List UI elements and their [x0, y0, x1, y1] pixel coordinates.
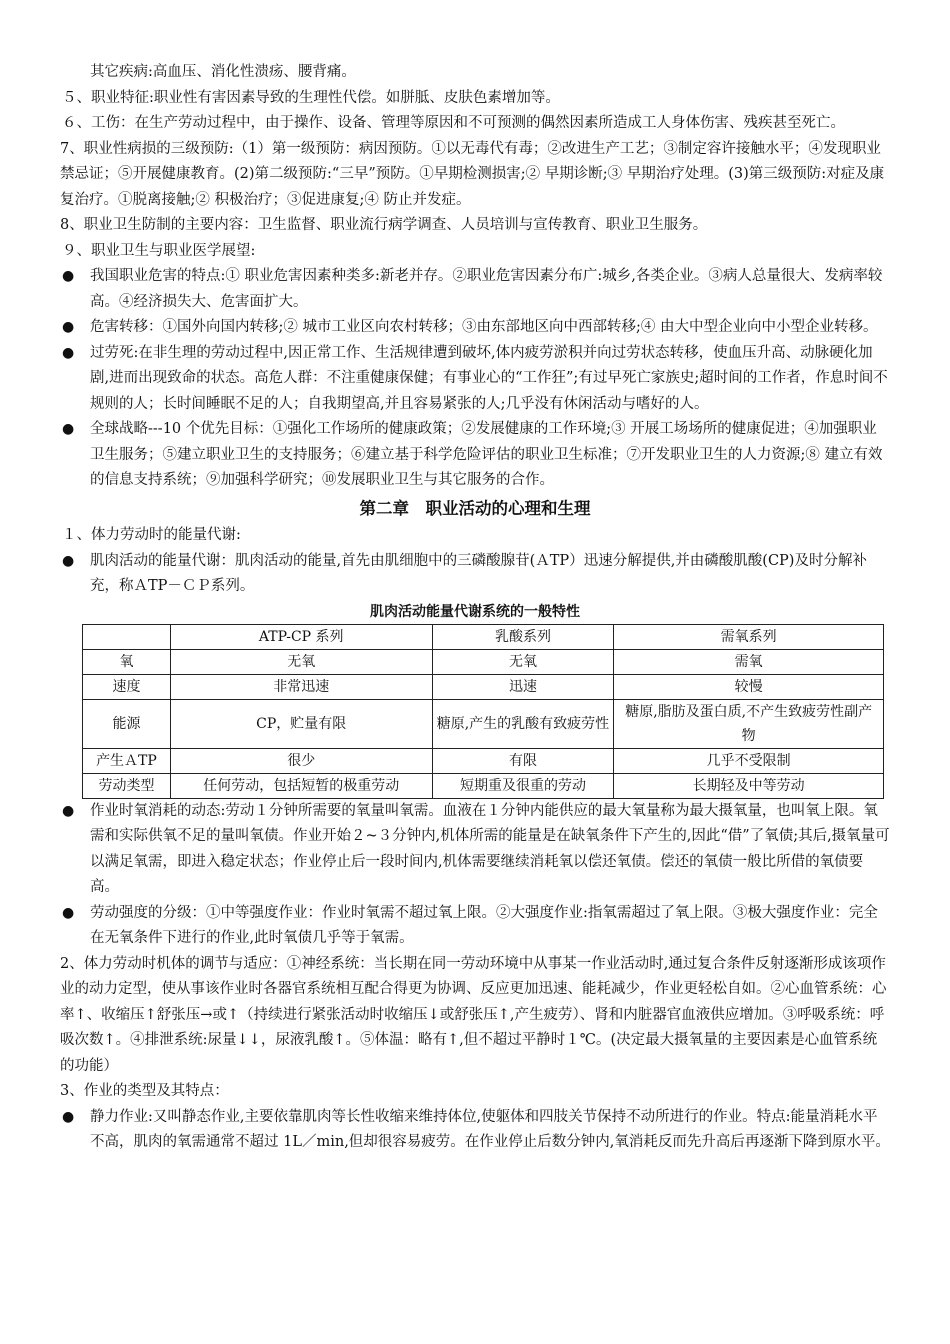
paragraph-outlook-heading: ９、职业卫生与职业医学展望:: [62, 242, 256, 259]
table-cell: 长期轻及中等劳动: [614, 773, 884, 798]
bullet-karoshi: [60, 341, 890, 418]
table-cell: 迅速: [432, 674, 614, 699]
bullet-dot-icon: ●: [62, 421, 75, 437]
bullet-global-strategy: [60, 417, 890, 494]
table-cell: CP，贮量有限: [170, 699, 432, 748]
paragraph-main-contents: 8、职业卫生防制的主要内容：卫生监督、职业流行病学调查、人员培训与宣传教育、职业卫生服务。: [60, 217, 708, 233]
chapter-title: 第二章 职业活动的心理和生理: [359, 498, 591, 518]
table-cell: 劳动类型: [83, 773, 171, 798]
table-caption: 肌肉活动能量代谢系统的一般特性: [370, 603, 580, 620]
table-cell: 较慢: [614, 674, 884, 699]
table-header-row: [83, 624, 884, 649]
bullet-muscle-energy: [60, 549, 890, 600]
table-header-cell: ATP-CP 系列: [170, 624, 432, 649]
bullet-dot-icon: ●: [62, 344, 75, 361]
table-header-cell: [83, 624, 171, 649]
table-cell: 无氧: [432, 649, 614, 674]
table-row: [83, 699, 884, 748]
table-cell: 产生ＡTP: [83, 748, 171, 773]
bullet-static-work: [60, 1105, 890, 1156]
table-row: [83, 674, 884, 699]
bullet-dot-icon: ●: [62, 552, 75, 569]
table-header-cell: 需氧系列: [614, 624, 884, 649]
table-cell: 糖原,产生的乳酸有致疲劳性: [432, 699, 614, 748]
bullet-dot-icon: ●: [62, 319, 75, 335]
table-cell: 能源: [83, 699, 171, 748]
table-cell: 很少: [170, 748, 432, 773]
table-cell: 几乎不受限制: [614, 748, 884, 773]
table-row: [83, 649, 884, 674]
paragraph-work-injury: ６、工伤：在生产劳动过程中，由于操作、设备、管理等原因和不可预测的偶然因素所造成工人身体伤害、残疾甚至死亡。: [62, 115, 845, 131]
bullet-dot-icon: ●: [62, 802, 75, 819]
table-cell: 糖原,脂肪及蛋白质,不产生致疲劳性副产物: [614, 699, 884, 748]
table-cell: 有限: [432, 748, 614, 773]
bullet-oxygen-dynamics: [60, 799, 890, 901]
table-cell: 需氧: [614, 649, 884, 674]
energy-system-table: [82, 624, 884, 799]
bullet-text: 静力作业:又叫静态作业,主要依靠肌肉等长性收缩来维持体位,使躯体和四肢关节保持不动所进行的作业。特点:能量消耗水平不高，肌肉的氧需通常不超过 1L／min,但却很容易疲劳。在作业停止后数分钟内,氧消耗反而先升高后再逐渐下降到原水平。: [90, 1108, 890, 1150]
table-cell: 氧: [83, 649, 171, 674]
paragraph-other-diseases: 其它疾病:高血压、消化性溃疡、腰背痛。: [90, 64, 356, 80]
bullet-text: 我国职业危害的特点:① 职业危害因素种类多:新老并存。②职业危害因素分布广:城乡,各类企业。③病人总量很大、发病率较高。④经济损失大、危害面扩大。: [90, 268, 883, 310]
bullet-text: 过劳死:在非生理的劳动过程中,因正常工作、生活规律遭到破坏,体内疲劳淤积并向过劳状态转移，使血压升高、动脉硬化加剧,进而出现致命的状态。高危人群：不注重健康保健；有事业心的“工作狂”;有过早死亡家族史;超时间的工作者，作息时间不规则的人；长时间睡眠不足的人；自我期望高,并且容易紧张的人;几乎没有休闲活动与嗜好的人。: [90, 344, 888, 412]
bullet-text: 危害转移：①国外向国内转移;② 城市工业区向农村转移；③由东部地区向中西部转移;④ 由大中型企业向中小型企业转移。: [90, 319, 878, 335]
table-cell: 非常迅速: [170, 674, 432, 699]
table-cell: 短期重及很重的劳动: [432, 773, 614, 798]
bullet-intensity-grading: [60, 901, 890, 952]
bullet-dot-icon: ●: [62, 1108, 75, 1125]
bullet-text: 劳动强度的分级：①中等强度作业：作业时氧需不超过氧上限。②大强度作业:指氧需超过了氧上限。③极大强度作业：完全在无氧条件下进行的作业,此时氧债几乎等于氧需。: [90, 904, 878, 946]
bullet-text: 作业时氧消耗的动态:劳动１分钟所需要的氧量叫氧需。血液在１分钟内能供应的最大氧量称为最大摄氧量，也叫氧上限。氧需和实际供氧不足的量叫氧债。作业开始２~３分钟内,机体所需的能量是在缺氧条件下产生的,因此“借”了氧债;其后,摄氧量可以满足氧需，即进入稳定状态；作业停止后一段时间内,机体需要继续消耗氧以偿还氧债。偿还的氧债一般比所借的氧债要高。: [90, 802, 890, 895]
paragraph-occupational-feature: ５、职业特征:职业性有害因素导致的生理性代偿。如胼胝、皮肤色素增加等。: [62, 89, 560, 106]
table-cell: 速度: [83, 674, 171, 699]
table-cell: 无氧: [170, 649, 432, 674]
paragraph-three-level-prevention: 7、职业性病损的三级预防:（1）第一级预防：病因预防。①以无毒代有毒；②改进生产工艺；③制定容许接触水平；④发现职业禁忌证；⑤开展健康教育。(2)第二级预防:“三早”预防。①早期检测损害;② 早期诊断;③ 早期治疗处理。(3)第三级预防:对症及康复治疗。①脱离接触;② 积极治疗；③促进康复;④ 防止并发症。: [60, 140, 885, 208]
table-header-cell: 乳酸系列: [432, 624, 614, 649]
bullet-hazard-features: [60, 264, 890, 315]
table-row: [83, 748, 884, 773]
paragraph-energy-metabolism-heading: １、体力劳动时的能量代谢:: [62, 527, 241, 543]
bullet-text: 肌肉活动的能量代谢：肌肉活动的能量,首先由肌细胞中的三磷酸腺苷(ＡTP）迅速分解提供,并由磷酸肌酸(CP)及时分解补充，称ＡTP－ＣＰ系列。: [90, 552, 867, 594]
table-cell: 任何劳动，包括短暂的极重劳动: [170, 773, 432, 798]
bullet-dot-icon: ●: [62, 904, 75, 921]
bullet-dot-icon: ●: [62, 268, 75, 284]
document-page: [60, 60, 890, 1156]
paragraph-regulation-adaptation: 2、体力劳动时机体的调节与适应：①神经系统：当长期在同一劳动环境中从事某一作业活动时,通过复合条件反射逐渐形成该项作业的动力定型，使从事该作业时各器官系统相互配合得更为协调、反应更加迅速、能耗减少，作业更轻松自如。②心血管系统：心率↑、收缩压↑舒张压→或↑（持续进行紧张活动时收缩压↓或舒张压↑,产生疲劳）、肾和内脏器官血液供应增加。③呼吸系统：呼吸次数↑。④排泄系统:尿量↓↓，尿液乳酸↑。⑤体温：略有↑,但不超过平静时１℃。(决定最大摄氧量的主要因素是心血管系统的功能）: [60, 955, 887, 1074]
table-row: [83, 773, 884, 798]
paragraph-work-types-heading: 3、作业的类型及其特点：: [60, 1083, 229, 1099]
bullet-hazard-transfer: [60, 315, 890, 341]
bullet-text: 全球战略---10 个优先目标：①强化工作场所的健康政策；②发展健康的工作环境;③ 开展工场场所的健康促进；④加强职业卫生服务；⑤建立职业卫生的支持服务；⑥建立基于科学危险评估的职业卫生标准；⑦开发职业卫生的人力资源;⑧ 建立有效的信息支持系统；⑨加强科学研究；⑩发展职业卫生与其它服务的合作。: [90, 421, 883, 488]
